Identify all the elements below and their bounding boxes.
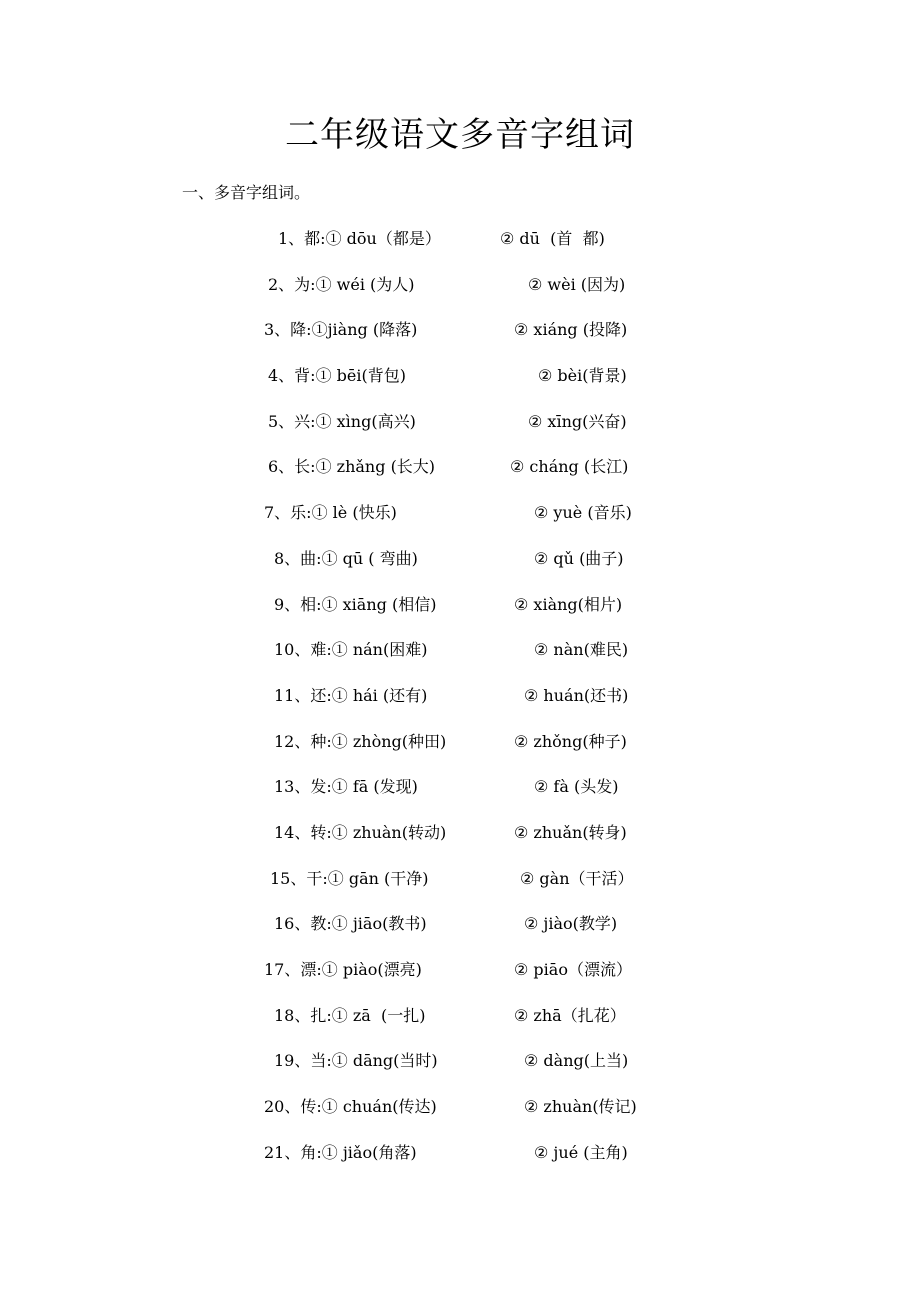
entry-first-reading: 21、角:① jiǎo(角落) [264,1142,417,1162]
entry-second-reading: ② jiào(教学) [524,914,618,934]
entry-first-reading: 14、转:① zhuàn(转动) [274,822,447,842]
entry-first-reading: 8、曲:① qū ( 弯曲) [274,548,418,568]
entry-first-reading: 12、种:① zhòng(种田) [274,731,447,751]
entry-row [0,911,920,957]
entry-row [0,729,920,775]
entry-second-reading: ② nàn(难民) [534,640,629,660]
entry-first-reading: 16、教:① jiāo(教书) [274,914,427,934]
entry-second-reading: ② qǔ (曲子) [534,548,624,568]
entry-first-reading: 18、扎:① zā (一扎) [274,1005,426,1025]
entry-row [0,272,920,318]
entry-first-reading: 10、难:① nán(困难) [274,640,428,660]
entry-row [0,683,920,729]
entry-second-reading: ② zhā（扎花） [514,1005,626,1025]
entry-second-reading: ② zhuǎn(转身) [514,822,627,842]
entry-row [0,637,920,683]
entry-first-reading: 2、为:① wéi (为人) [268,274,415,294]
entry-second-reading: ② xīng(兴奋) [528,411,627,431]
entry-second-reading: ② yuè (音乐) [534,503,632,523]
entry-first-reading: 9、相:① xiāng (相信) [274,594,437,614]
entry-second-reading: ② zhuàn(传记) [524,1097,637,1117]
entry-row [0,500,920,546]
entry-row [0,592,920,638]
entry-first-reading: 5、兴:① xìng(高兴) [268,411,416,431]
entry-second-reading: ② piāo（漂流） [514,960,632,979]
entry-first-reading: 11、还:① hái (还有) [274,685,428,705]
entry-first-reading: 17、漂:① piào(漂亮) [264,960,422,979]
entry-first-reading: 20、传:① chuán(传达) [264,1097,437,1117]
entry-row [0,820,920,866]
entry-row [0,363,920,409]
entry-second-reading: ② bèi(背景) [538,366,627,386]
entry-row [0,774,920,820]
section-heading: 一、多音字组词。 [182,183,311,202]
entry-row [0,226,920,272]
entry-first-reading: 15、干:① gān (干净) [270,868,429,888]
entry-list [0,226,920,1185]
entry-first-reading: 19、当:① dāng(当时) [274,1051,438,1071]
entry-first-reading: 1、都:① dōu（都是） [278,229,441,248]
entry-second-reading: ② xiáng (投降) [514,320,628,340]
entry-second-reading: ② gàn（干活） [520,868,634,888]
entry-first-reading: 4、背:① bēi(背包) [268,366,406,386]
entry-row [0,1140,920,1186]
entry-row [0,317,920,363]
entry-second-reading: ② jué (主角) [534,1142,628,1162]
entry-row [0,546,920,592]
entry-row [0,1048,920,1094]
entry-row [0,454,920,500]
entry-second-reading: ② dū (首 都) [500,229,605,248]
entry-row [0,1003,920,1049]
entry-second-reading: ② cháng (长江) [510,457,629,477]
entry-first-reading: 13、发:① fā (发现) [274,777,418,797]
entry-first-reading: 7、乐:① lè (快乐) [264,503,397,523]
entry-second-reading: ② wèi (因为) [528,274,626,294]
entry-second-reading: ② fà (头发) [534,777,619,797]
entry-first-reading: 6、长:① zhǎng (长大) [268,457,436,477]
entry-second-reading: ② dàng(上当) [524,1051,629,1071]
entry-row [0,409,920,455]
entry-first-reading: 3、降:①jiàng (降落) [264,320,418,340]
entry-second-reading: ② huán(还书) [524,685,629,705]
entry-second-reading: ② xiàng(相片) [514,594,623,614]
entry-row [0,1094,920,1140]
page-title: 二年级语文多音字组词 [285,115,635,155]
entry-row [0,866,920,912]
entry-row [0,957,920,1003]
entry-second-reading: ② zhǒng(种子) [514,731,627,751]
